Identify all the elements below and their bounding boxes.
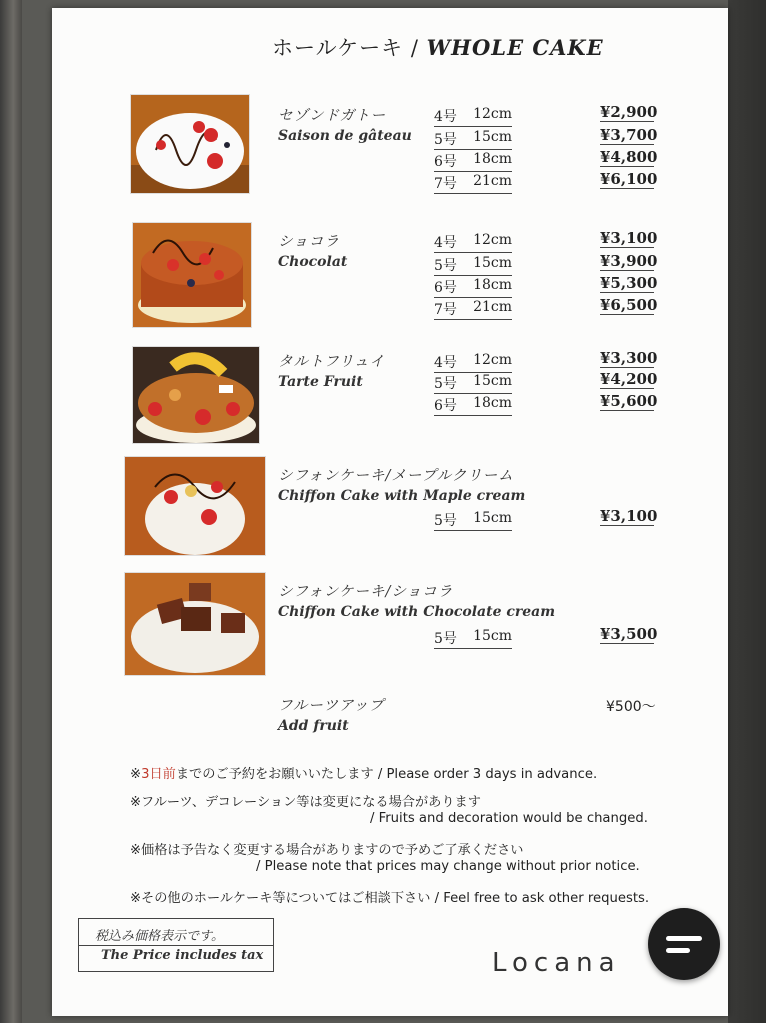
cake-name-ja: ショコラ xyxy=(278,234,340,250)
chat-lines-icon[interactable] xyxy=(648,908,720,980)
tax-notice-box xyxy=(78,918,274,972)
size-label: 5号 15cm xyxy=(434,255,512,274)
note-order-advance: ※3日前までのご予約をお願いいたします / Please order 3 days in advance. xyxy=(130,767,598,782)
background-left xyxy=(0,0,22,1023)
cake-name-ja: セゾンドガトー xyxy=(278,108,387,124)
cake-photo xyxy=(130,94,250,194)
price-label: ¥3,900 xyxy=(600,252,658,270)
size-label: 7号 21cm xyxy=(434,299,512,318)
cake-name-en: Saison de gâteau xyxy=(278,128,412,144)
cake-photo xyxy=(132,222,252,328)
size-label: 5号 15cm xyxy=(434,373,512,392)
page-title xyxy=(272,32,604,62)
menu-sheet xyxy=(52,8,728,1016)
note-requests: ※その他のホールケーキ等についてはご相談下さい / Feel free to ask other requests. xyxy=(130,891,650,906)
size-label: 6号 18cm xyxy=(434,151,512,170)
note-decoration-ja: ※フルーツ、デコレーション等は変更になる場合があります xyxy=(130,795,481,810)
size-label: 7号 21cm xyxy=(434,173,512,192)
size-label: 6号 18cm xyxy=(434,277,512,296)
cake-photo xyxy=(124,456,266,556)
cake-photo xyxy=(124,572,266,676)
tax-notice-ja: 税込み価格表示です。 xyxy=(95,929,224,944)
price-label: ¥4,800 xyxy=(600,148,658,166)
cake-name-en: Chiffon Cake with Chocolate cream xyxy=(278,604,556,620)
price-label: ¥6,500 xyxy=(600,296,658,314)
cake-photo xyxy=(132,346,260,444)
size-label: 4号 12cm xyxy=(434,232,512,251)
note-price-ja: ※価格は予告なく変更する場合がありますので予めご了承ください xyxy=(130,843,524,858)
price-label: ¥5,300 xyxy=(600,274,658,292)
size-label: 6号 18cm xyxy=(434,395,512,414)
background-right xyxy=(728,0,766,1023)
price-label: ¥3,500 xyxy=(600,625,658,643)
addon-name-en: Add fruit xyxy=(278,718,349,734)
size-label: 4号 12cm xyxy=(434,352,512,371)
title-ja: ホールケーキ / xyxy=(272,36,427,60)
price-label: ¥2,900 xyxy=(600,103,658,121)
cake-name-en: Tarte Fruit xyxy=(278,374,363,390)
size-label: 4号 12cm xyxy=(434,106,512,125)
addon-price: ¥500～ xyxy=(606,699,656,715)
size-label: 5号 15cm xyxy=(434,129,512,148)
cake-name-ja: シフォンケーキ/ショコラ xyxy=(278,584,454,600)
cake-name-en: Chiffon Cake with Maple cream xyxy=(278,488,526,504)
price-label: ¥5,600 xyxy=(600,392,658,410)
price-label: ¥3,100 xyxy=(600,507,658,525)
price-label: ¥3,100 xyxy=(600,229,658,247)
price-label: ¥6,100 xyxy=(600,170,658,188)
note-price-en: / Please note that prices may change without prior notice. xyxy=(256,859,640,874)
price-label: ¥3,300 xyxy=(600,349,658,367)
size-label: 5号 15cm xyxy=(434,628,512,647)
cake-name-ja: タルトフリュイ xyxy=(278,354,386,370)
addon-name-ja: フルーツアップ xyxy=(278,698,385,714)
price-label: ¥4,200 xyxy=(600,370,658,388)
cake-name-en: Chocolat xyxy=(278,254,348,270)
divider xyxy=(79,945,273,946)
title-en: WHOLE CAKE xyxy=(426,35,604,60)
tax-notice-en: The Price includes tax xyxy=(101,948,264,963)
cake-name-ja: シフォンケーキ/メープルクリーム xyxy=(278,468,514,484)
shop-logo: Locana xyxy=(492,948,621,978)
price-label: ¥3,700 xyxy=(600,126,658,144)
size-label: 5号 15cm xyxy=(434,510,512,529)
note-decoration-en: / Fruits and decoration would be changed. xyxy=(370,811,648,826)
